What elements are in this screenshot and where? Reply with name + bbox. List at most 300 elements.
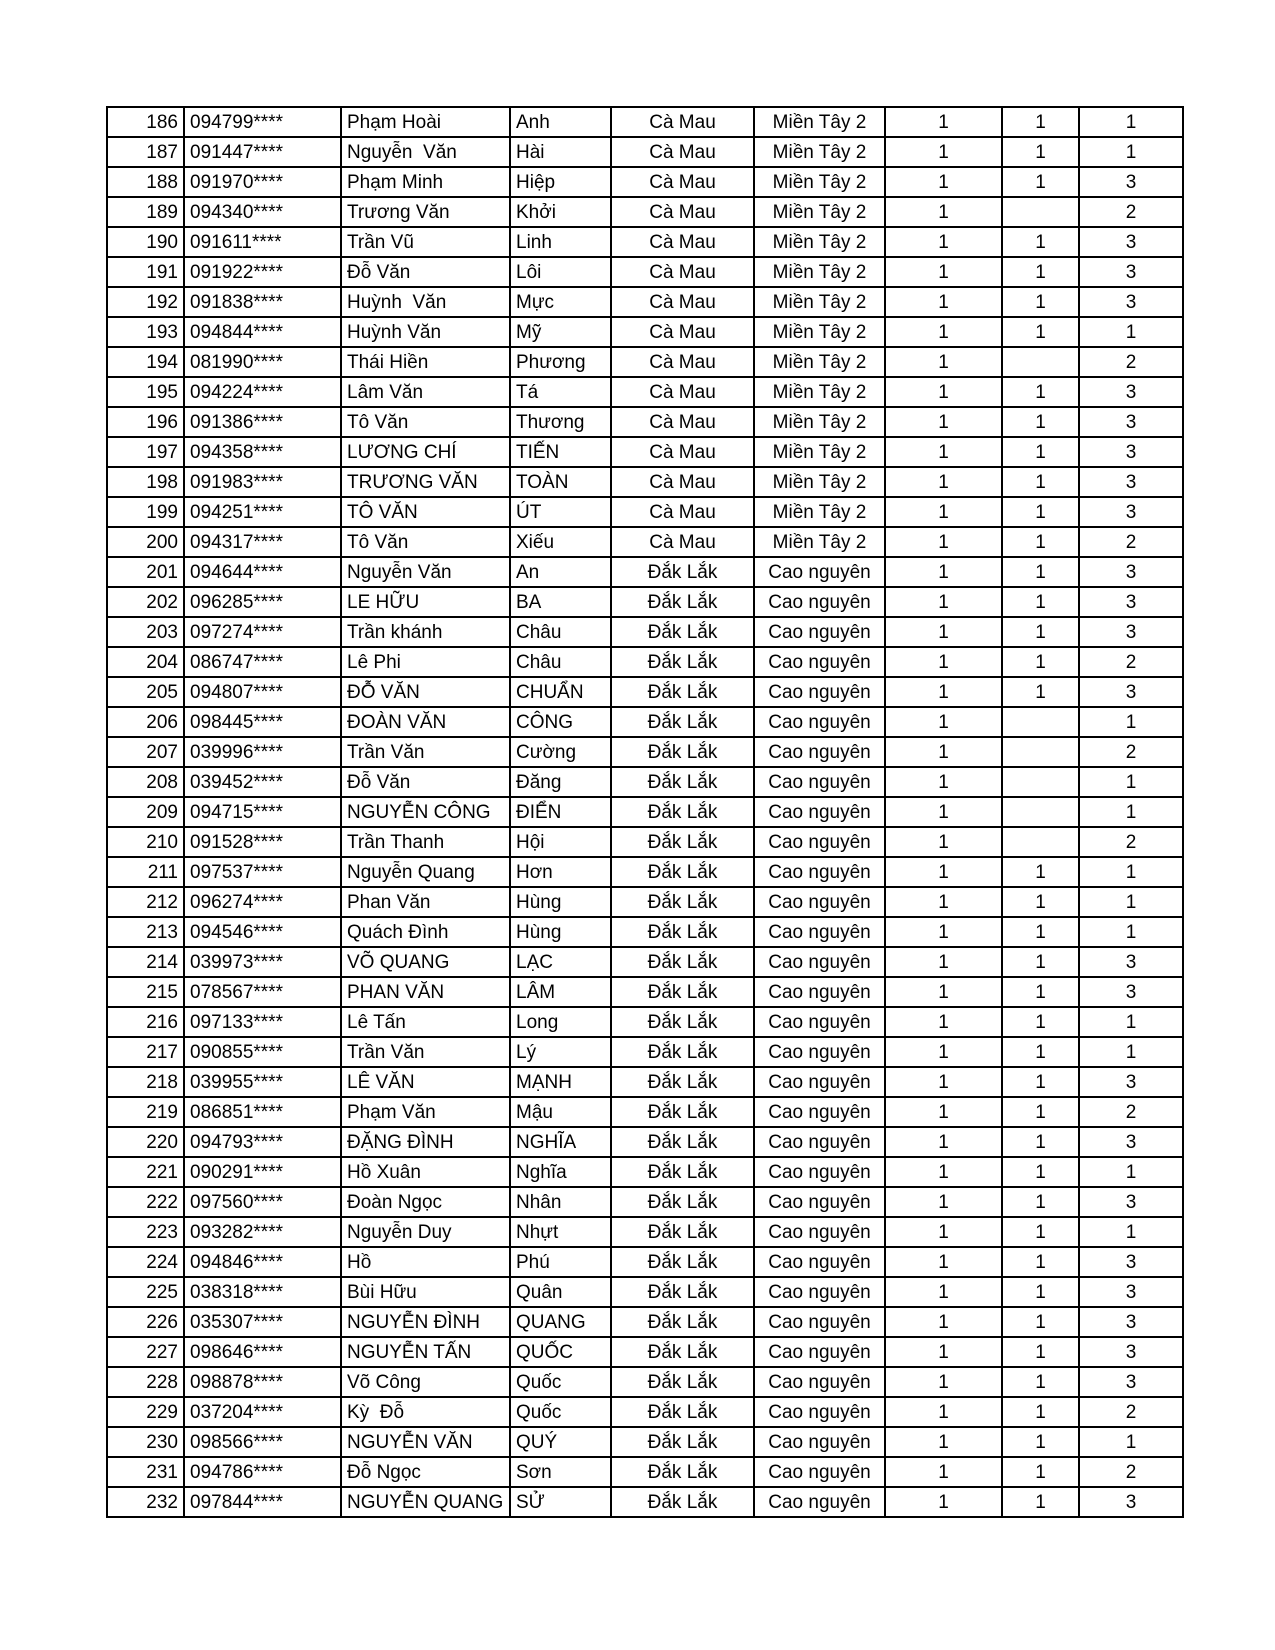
- count2-cell: [1002, 197, 1079, 227]
- row-index-cell: 219: [107, 1097, 184, 1127]
- phone-cell: 094340****: [184, 197, 341, 227]
- phone-cell: 090855****: [184, 1037, 341, 1067]
- count3-cell: 3: [1079, 1337, 1183, 1367]
- count3-cell: 1: [1079, 107, 1183, 137]
- row-index-cell: 227: [107, 1337, 184, 1367]
- first-name-cell: Phú: [510, 1247, 611, 1277]
- province-cell: Cà Mau: [611, 377, 754, 407]
- first-name-cell: Châu: [510, 617, 611, 647]
- first-name-cell: LÂM: [510, 977, 611, 1007]
- table-row: [107, 467, 1183, 497]
- table-row: [107, 137, 1183, 167]
- table-row: [107, 1007, 1183, 1037]
- table-row: [107, 197, 1183, 227]
- count3-cell: 1: [1079, 1037, 1183, 1067]
- phone-cell: 091611****: [184, 227, 341, 257]
- table-row: [107, 677, 1183, 707]
- table-row: [107, 527, 1183, 557]
- phone-cell: 097537****: [184, 857, 341, 887]
- phone-cell: 094224****: [184, 377, 341, 407]
- province-cell: Cà Mau: [611, 347, 754, 377]
- count3-cell: 1: [1079, 857, 1183, 887]
- count2-cell: [1002, 827, 1079, 857]
- province-cell: Đắk Lắk: [611, 1127, 754, 1157]
- phone-cell: 097560****: [184, 1187, 341, 1217]
- middle-name-cell: Võ Công: [341, 1367, 510, 1397]
- region-cell: Miền Tây 2: [754, 227, 885, 257]
- middle-name-cell: ĐOÀN VĂN: [341, 707, 510, 737]
- count2-cell: 1: [1002, 287, 1079, 317]
- roster-table-body: [107, 107, 1183, 1517]
- region-cell: Cao nguyên: [754, 1097, 885, 1127]
- count1-cell: 1: [885, 767, 1002, 797]
- province-cell: Đắk Lắk: [611, 617, 754, 647]
- count2-cell: 1: [1002, 437, 1079, 467]
- region-cell: Cao nguyên: [754, 857, 885, 887]
- table-row: [107, 947, 1183, 977]
- province-cell: Cà Mau: [611, 257, 754, 287]
- province-cell: Cà Mau: [611, 437, 754, 467]
- count2-cell: 1: [1002, 1397, 1079, 1427]
- phone-cell: 078567****: [184, 977, 341, 1007]
- province-cell: Đắk Lắk: [611, 1307, 754, 1337]
- region-cell: Miền Tây 2: [754, 107, 885, 137]
- region-cell: Cao nguyên: [754, 947, 885, 977]
- count2-cell: 1: [1002, 977, 1079, 1007]
- row-index-cell: 221: [107, 1157, 184, 1187]
- table-row: [107, 1487, 1183, 1517]
- first-name-cell: QUỐC: [510, 1337, 611, 1367]
- middle-name-cell: Huỳnh Văn: [341, 317, 510, 347]
- count1-cell: 1: [885, 797, 1002, 827]
- table-row: [107, 1187, 1183, 1217]
- region-cell: Cao nguyên: [754, 1247, 885, 1277]
- count2-cell: 1: [1002, 1157, 1079, 1187]
- phone-cell: 096285****: [184, 587, 341, 617]
- table-row: [107, 287, 1183, 317]
- row-index-cell: 206: [107, 707, 184, 737]
- row-index-cell: 216: [107, 1007, 184, 1037]
- table-row: [107, 347, 1183, 377]
- province-cell: Đắk Lắk: [611, 737, 754, 767]
- phone-cell: 094807****: [184, 677, 341, 707]
- row-index-cell: 199: [107, 497, 184, 527]
- table-row: [107, 1397, 1183, 1427]
- middle-name-cell: Phạm Minh: [341, 167, 510, 197]
- count3-cell: 1: [1079, 1157, 1183, 1187]
- count3-cell: 3: [1079, 587, 1183, 617]
- table-row: [107, 587, 1183, 617]
- first-name-cell: LẠC: [510, 947, 611, 977]
- count2-cell: [1002, 797, 1079, 827]
- middle-name-cell: ĐỖ VĂN: [341, 677, 510, 707]
- count1-cell: 1: [885, 377, 1002, 407]
- table-row: [107, 1427, 1183, 1457]
- count3-cell: 3: [1079, 557, 1183, 587]
- count1-cell: 1: [885, 407, 1002, 437]
- count2-cell: 1: [1002, 1007, 1079, 1037]
- count2-cell: [1002, 707, 1079, 737]
- row-index-cell: 193: [107, 317, 184, 347]
- middle-name-cell: PHAN VĂN: [341, 977, 510, 1007]
- count2-cell: 1: [1002, 1217, 1079, 1247]
- phone-cell: 039996****: [184, 737, 341, 767]
- first-name-cell: Thương: [510, 407, 611, 437]
- count3-cell: 3: [1079, 1367, 1183, 1397]
- region-cell: Cao nguyên: [754, 1427, 885, 1457]
- count3-cell: 3: [1079, 467, 1183, 497]
- count3-cell: 2: [1079, 737, 1183, 767]
- count3-cell: 3: [1079, 1307, 1183, 1337]
- phone-cell: 094546****: [184, 917, 341, 947]
- province-cell: Đắk Lắk: [611, 1037, 754, 1067]
- count2-cell: 1: [1002, 1037, 1079, 1067]
- table-row: [107, 1457, 1183, 1487]
- middle-name-cell: LÊ VĂN: [341, 1067, 510, 1097]
- first-name-cell: TIẾN: [510, 437, 611, 467]
- count2-cell: 1: [1002, 947, 1079, 977]
- middle-name-cell: Nguyễn Văn: [341, 557, 510, 587]
- region-cell: Miền Tây 2: [754, 317, 885, 347]
- region-cell: Miền Tây 2: [754, 467, 885, 497]
- region-cell: Cao nguyên: [754, 1217, 885, 1247]
- middle-name-cell: NGUYỄN QUANG: [341, 1487, 510, 1517]
- region-cell: Miền Tây 2: [754, 377, 885, 407]
- region-cell: Cao nguyên: [754, 797, 885, 827]
- table-row: [107, 167, 1183, 197]
- middle-name-cell: Phan Văn: [341, 887, 510, 917]
- province-cell: Đắk Lắk: [611, 1487, 754, 1517]
- province-cell: Đắk Lắk: [611, 857, 754, 887]
- first-name-cell: SỬ: [510, 1487, 611, 1517]
- row-index-cell: 228: [107, 1367, 184, 1397]
- region-cell: Cao nguyên: [754, 887, 885, 917]
- count1-cell: 1: [885, 437, 1002, 467]
- row-index-cell: 203: [107, 617, 184, 647]
- table-row: [107, 827, 1183, 857]
- middle-name-cell: Trương Văn: [341, 197, 510, 227]
- middle-name-cell: Tô Văn: [341, 527, 510, 557]
- region-cell: Cao nguyên: [754, 917, 885, 947]
- count3-cell: 1: [1079, 707, 1183, 737]
- region-cell: Cao nguyên: [754, 737, 885, 767]
- row-index-cell: 192: [107, 287, 184, 317]
- row-index-cell: 201: [107, 557, 184, 587]
- row-index-cell: 226: [107, 1307, 184, 1337]
- middle-name-cell: Hồ Xuân: [341, 1157, 510, 1187]
- region-cell: Cao nguyên: [754, 1487, 885, 1517]
- middle-name-cell: Bùi Hữu: [341, 1277, 510, 1307]
- middle-name-cell: Tô Văn: [341, 407, 510, 437]
- count3-cell: 2: [1079, 1097, 1183, 1127]
- count2-cell: 1: [1002, 527, 1079, 557]
- count1-cell: 1: [885, 227, 1002, 257]
- first-name-cell: Hùng: [510, 917, 611, 947]
- row-index-cell: 213: [107, 917, 184, 947]
- region-cell: Cao nguyên: [754, 1367, 885, 1397]
- province-cell: Đắk Lắk: [611, 707, 754, 737]
- table-row: [107, 1157, 1183, 1187]
- phone-cell: 091970****: [184, 167, 341, 197]
- row-index-cell: 211: [107, 857, 184, 887]
- middle-name-cell: LE HỮU: [341, 587, 510, 617]
- count1-cell: 1: [885, 1127, 1002, 1157]
- first-name-cell: Khởi: [510, 197, 611, 227]
- count3-cell: 1: [1079, 317, 1183, 347]
- table-row: [107, 1337, 1183, 1367]
- first-name-cell: Quốc: [510, 1367, 611, 1397]
- count3-cell: 3: [1079, 1247, 1183, 1277]
- count2-cell: [1002, 347, 1079, 377]
- first-name-cell: Anh: [510, 107, 611, 137]
- table-row: [107, 497, 1183, 527]
- count1-cell: 1: [885, 107, 1002, 137]
- count1-cell: 1: [885, 1397, 1002, 1427]
- region-cell: Cao nguyên: [754, 647, 885, 677]
- province-cell: Đắk Lắk: [611, 647, 754, 677]
- row-index-cell: 209: [107, 797, 184, 827]
- middle-name-cell: Lê Tấn: [341, 1007, 510, 1037]
- table-row: [107, 1097, 1183, 1127]
- first-name-cell: QUÝ: [510, 1427, 611, 1457]
- table-row: [107, 227, 1183, 257]
- middle-name-cell: Trần Vũ: [341, 227, 510, 257]
- count3-cell: 3: [1079, 617, 1183, 647]
- phone-cell: 098646****: [184, 1337, 341, 1367]
- middle-name-cell: Trần khánh: [341, 617, 510, 647]
- first-name-cell: Phương: [510, 347, 611, 377]
- first-name-cell: Xiếu: [510, 527, 611, 557]
- count2-cell: 1: [1002, 557, 1079, 587]
- province-cell: Cà Mau: [611, 467, 754, 497]
- first-name-cell: ÚT: [510, 497, 611, 527]
- middle-name-cell: NGUYỄN ĐÌNH: [341, 1307, 510, 1337]
- region-cell: Cao nguyên: [754, 707, 885, 737]
- table-row: [107, 257, 1183, 287]
- phone-cell: 097133****: [184, 1007, 341, 1037]
- table-row: [107, 107, 1183, 137]
- province-cell: Đắk Lắk: [611, 1007, 754, 1037]
- row-index-cell: 232: [107, 1487, 184, 1517]
- first-name-cell: Linh: [510, 227, 611, 257]
- first-name-cell: TOÀN: [510, 467, 611, 497]
- phone-cell: 094786****: [184, 1457, 341, 1487]
- count3-cell: 1: [1079, 137, 1183, 167]
- count1-cell: 1: [885, 1247, 1002, 1277]
- count2-cell: 1: [1002, 1187, 1079, 1217]
- count3-cell: 3: [1079, 377, 1183, 407]
- middle-name-cell: ĐẶNG ĐÌNH: [341, 1127, 510, 1157]
- count3-cell: 2: [1079, 1457, 1183, 1487]
- first-name-cell: Long: [510, 1007, 611, 1037]
- province-cell: Đắk Lắk: [611, 827, 754, 857]
- first-name-cell: Hội: [510, 827, 611, 857]
- table-row: [107, 437, 1183, 467]
- phone-cell: 094793****: [184, 1127, 341, 1157]
- phone-cell: 097274****: [184, 617, 341, 647]
- count1-cell: 1: [885, 1487, 1002, 1517]
- province-cell: Đắk Lắk: [611, 887, 754, 917]
- row-index-cell: 186: [107, 107, 184, 137]
- first-name-cell: Mực: [510, 287, 611, 317]
- count1-cell: 1: [885, 977, 1002, 1007]
- row-index-cell: 223: [107, 1217, 184, 1247]
- table-row: [107, 707, 1183, 737]
- count1-cell: 1: [885, 1187, 1002, 1217]
- count2-cell: 1: [1002, 617, 1079, 647]
- first-name-cell: ĐIỂN: [510, 797, 611, 827]
- province-cell: Đắk Lắk: [611, 917, 754, 947]
- phone-cell: 038318****: [184, 1277, 341, 1307]
- row-index-cell: 189: [107, 197, 184, 227]
- province-cell: Đắk Lắk: [611, 677, 754, 707]
- count1-cell: 1: [885, 1277, 1002, 1307]
- first-name-cell: Hùng: [510, 887, 611, 917]
- phone-cell: 086851****: [184, 1097, 341, 1127]
- phone-cell: 094846****: [184, 1247, 341, 1277]
- count3-cell: 3: [1079, 1127, 1183, 1157]
- count1-cell: 1: [885, 677, 1002, 707]
- first-name-cell: Lý: [510, 1037, 611, 1067]
- phone-cell: 094644****: [184, 557, 341, 587]
- middle-name-cell: Đỗ Văn: [341, 257, 510, 287]
- province-cell: Cà Mau: [611, 137, 754, 167]
- middle-name-cell: Phạm Văn: [341, 1097, 510, 1127]
- count1-cell: 1: [885, 1367, 1002, 1397]
- count1-cell: 1: [885, 647, 1002, 677]
- phone-cell: 035307****: [184, 1307, 341, 1337]
- count1-cell: 1: [885, 737, 1002, 767]
- phone-cell: 039452****: [184, 767, 341, 797]
- count1-cell: 1: [885, 1307, 1002, 1337]
- count3-cell: 3: [1079, 947, 1183, 977]
- middle-name-cell: NGUYỄN VĂN: [341, 1427, 510, 1457]
- table-row: [107, 1217, 1183, 1247]
- phone-cell: 091838****: [184, 287, 341, 317]
- roster-table: [106, 106, 1184, 1518]
- table-row: [107, 1367, 1183, 1397]
- first-name-cell: Châu: [510, 647, 611, 677]
- count3-cell: 1: [1079, 917, 1183, 947]
- middle-name-cell: Hồ: [341, 1247, 510, 1277]
- first-name-cell: An: [510, 557, 611, 587]
- count2-cell: 1: [1002, 497, 1079, 527]
- count3-cell: 1: [1079, 767, 1183, 797]
- phone-cell: 094358****: [184, 437, 341, 467]
- region-cell: Cao nguyên: [754, 587, 885, 617]
- count2-cell: 1: [1002, 1247, 1079, 1277]
- phone-cell: 086747****: [184, 647, 341, 677]
- count3-cell: 3: [1079, 677, 1183, 707]
- region-cell: Miền Tây 2: [754, 437, 885, 467]
- row-index-cell: 187: [107, 137, 184, 167]
- row-index-cell: 204: [107, 647, 184, 677]
- row-index-cell: 200: [107, 527, 184, 557]
- count1-cell: 1: [885, 1067, 1002, 1097]
- count2-cell: 1: [1002, 647, 1079, 677]
- count2-cell: 1: [1002, 377, 1079, 407]
- count3-cell: 2: [1079, 197, 1183, 227]
- count1-cell: 1: [885, 587, 1002, 617]
- table-row: [107, 1307, 1183, 1337]
- table-row: [107, 737, 1183, 767]
- row-index-cell: 225: [107, 1277, 184, 1307]
- region-cell: Cao nguyên: [754, 677, 885, 707]
- row-index-cell: 195: [107, 377, 184, 407]
- region-cell: Miền Tây 2: [754, 527, 885, 557]
- row-index-cell: 191: [107, 257, 184, 287]
- count3-cell: 3: [1079, 257, 1183, 287]
- row-index-cell: 202: [107, 587, 184, 617]
- count2-cell: 1: [1002, 1277, 1079, 1307]
- region-cell: Cao nguyên: [754, 767, 885, 797]
- middle-name-cell: Lê Phi: [341, 647, 510, 677]
- phone-cell: 096274****: [184, 887, 341, 917]
- middle-name-cell: TÔ VĂN: [341, 497, 510, 527]
- table-row: [107, 617, 1183, 647]
- middle-name-cell: Trần Thanh: [341, 827, 510, 857]
- count3-cell: 3: [1079, 407, 1183, 437]
- count1-cell: 1: [885, 707, 1002, 737]
- middle-name-cell: Quách Đình: [341, 917, 510, 947]
- middle-name-cell: TRƯƠNG VĂN: [341, 467, 510, 497]
- count2-cell: 1: [1002, 1127, 1079, 1157]
- count3-cell: 1: [1079, 1427, 1183, 1457]
- count3-cell: 3: [1079, 227, 1183, 257]
- province-cell: Đắk Lắk: [611, 947, 754, 977]
- table-row: [107, 1067, 1183, 1097]
- phone-cell: 037204****: [184, 1397, 341, 1427]
- province-cell: Đắk Lắk: [611, 977, 754, 1007]
- first-name-cell: Sơn: [510, 1457, 611, 1487]
- count3-cell: 2: [1079, 347, 1183, 377]
- province-cell: Đắk Lắk: [611, 1067, 754, 1097]
- count2-cell: [1002, 737, 1079, 767]
- region-cell: Miền Tây 2: [754, 257, 885, 287]
- count3-cell: 2: [1079, 647, 1183, 677]
- count2-cell: 1: [1002, 587, 1079, 617]
- region-cell: Cao nguyên: [754, 557, 885, 587]
- count1-cell: 1: [885, 287, 1002, 317]
- table-row: [107, 317, 1183, 347]
- province-cell: Đắk Lắk: [611, 1217, 754, 1247]
- middle-name-cell: Đoàn Ngọc: [341, 1187, 510, 1217]
- count2-cell: 1: [1002, 257, 1079, 287]
- province-cell: Cà Mau: [611, 167, 754, 197]
- region-cell: Cao nguyên: [754, 1067, 885, 1097]
- count3-cell: 2: [1079, 827, 1183, 857]
- middle-name-cell: Nguyễn Quang: [341, 857, 510, 887]
- count3-cell: 3: [1079, 287, 1183, 317]
- row-index-cell: 208: [107, 767, 184, 797]
- row-index-cell: 231: [107, 1457, 184, 1487]
- count3-cell: 3: [1079, 167, 1183, 197]
- count2-cell: 1: [1002, 167, 1079, 197]
- count1-cell: 1: [885, 317, 1002, 347]
- count3-cell: 3: [1079, 977, 1183, 1007]
- count1-cell: 1: [885, 857, 1002, 887]
- count2-cell: 1: [1002, 1367, 1079, 1397]
- middle-name-cell: LƯƠNG CHÍ: [341, 437, 510, 467]
- region-cell: Cao nguyên: [754, 1277, 885, 1307]
- province-cell: Cà Mau: [611, 497, 754, 527]
- count2-cell: 1: [1002, 1457, 1079, 1487]
- province-cell: Cà Mau: [611, 407, 754, 437]
- count1-cell: 1: [885, 827, 1002, 857]
- middle-name-cell: Đỗ Văn: [341, 767, 510, 797]
- row-index-cell: 198: [107, 467, 184, 497]
- middle-name-cell: Đỗ Ngọc: [341, 1457, 510, 1487]
